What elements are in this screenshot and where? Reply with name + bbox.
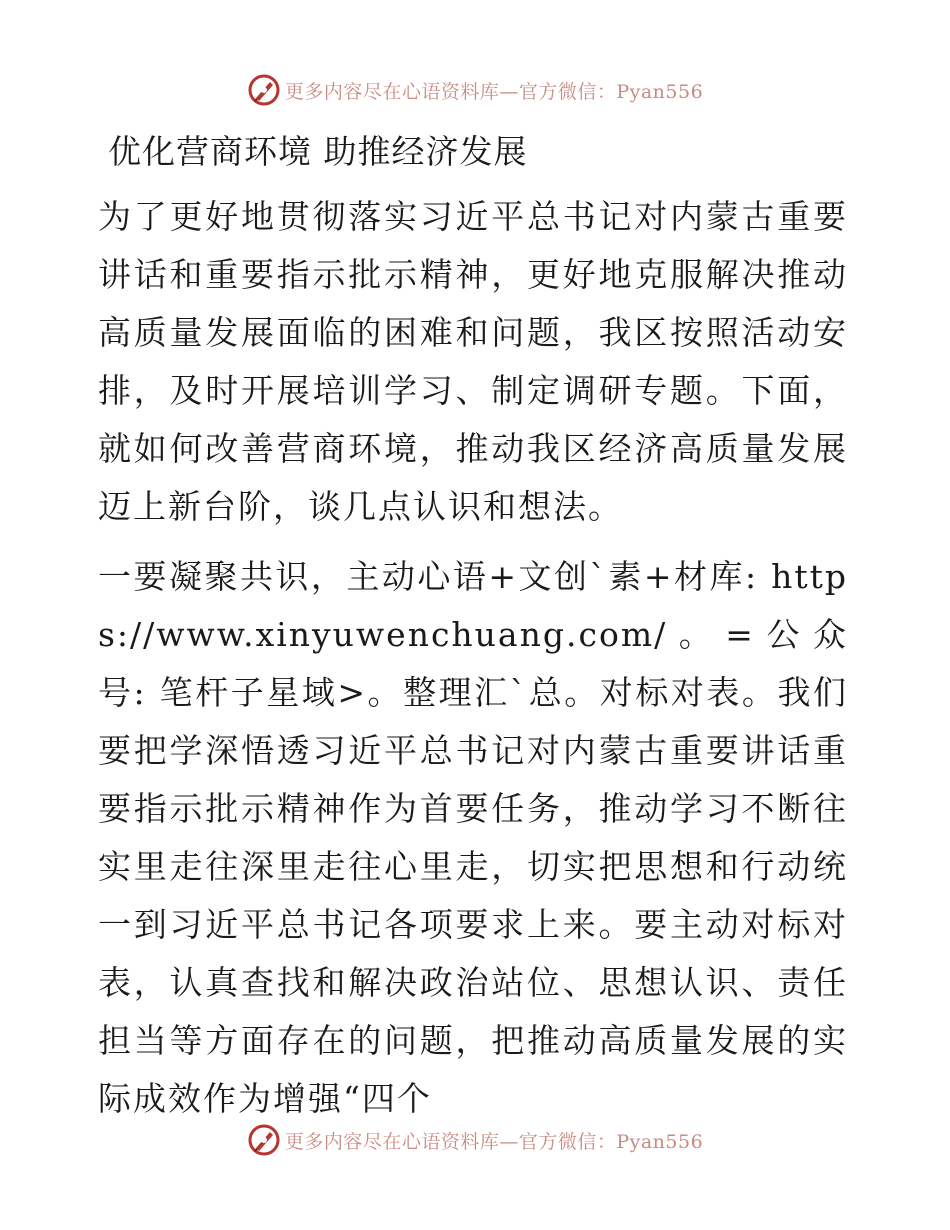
document-body: [98, 118, 848, 1140]
document-title: 优化营商环境 助推经济发展: [108, 132, 528, 171]
watermark-text: 更多内容尽在心语资料库—官方微信：Pyan556: [284, 80, 704, 103]
footer-watermark-banner: [0, 1118, 950, 1162]
paragraph-point-one: 一要凝聚共识，主动心语+文创`素+材库: https://www.xinyuwenchuang.com/。=公众号: 笔杆子星域>。整理汇`总。对标对表。我们要把学深悟透习近平总书记对内蒙古重要讲话重要指示批示精神作为首要任务，推动学习不断往实里走往深里走往心里走，切实把思想和行动统一到习近平总书记各项要求上来。要主动对标对表，认真查找和解决政治站位、思想认识、责任担当等方面存在的问题，把推动高质量发展的实际成效作为增强“四个: [98, 557, 848, 1118]
quill-circle-logo-icon: [247, 1123, 281, 1157]
header-watermark-banner: [0, 68, 950, 112]
watermark-text: 更多内容尽在心语资料库—官方微信：Pyan556: [284, 1130, 704, 1153]
quill-circle-logo-icon: [247, 73, 281, 107]
paragraph-intro: 为了更好地贯彻落实习近平总书记对内蒙古重要讲话和重要指示批示精神，更好地克服解决推动高质量发展面临的困难和问题，我区按照活动安排，及时开展培训学习、制定调研专题。下面，就如何改善营商环境，推动我区经济高质量发展迈上新台阶，谈几点认识和想法。: [98, 197, 848, 526]
